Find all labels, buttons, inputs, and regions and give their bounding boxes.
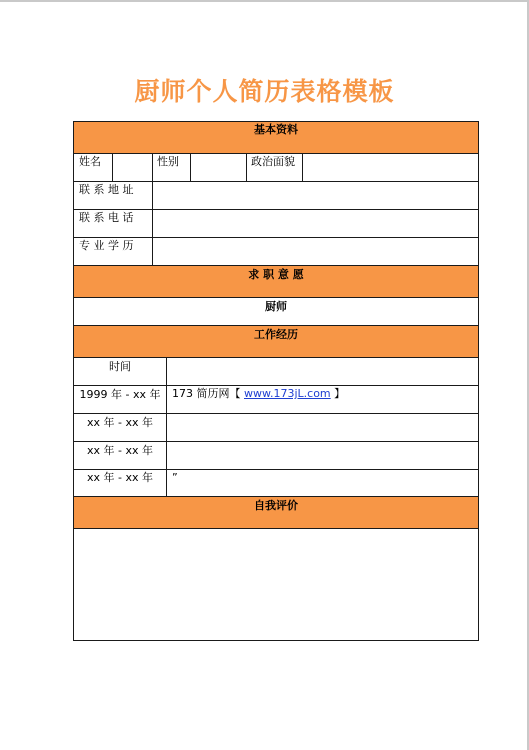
label-phone: 联 系 电 话 — [79, 211, 134, 224]
table-rule — [246, 153, 247, 181]
work-row-text: 173 简历网【 — [172, 387, 244, 400]
label-name: 姓名 — [79, 155, 101, 168]
work-row-time: xx 年 - xx 年 — [87, 444, 153, 457]
label-major: 专 业 学 历 — [79, 239, 134, 252]
table-rule — [73, 153, 479, 154]
table-rule — [73, 469, 479, 470]
table-rule — [73, 121, 479, 122]
table-rule — [73, 265, 479, 266]
table-rule — [302, 153, 303, 181]
label-gender: 性别 — [157, 155, 179, 168]
table-rule — [73, 181, 479, 182]
resume-table — [73, 121, 479, 641]
table-rule — [73, 413, 479, 414]
table-rule — [478, 121, 479, 641]
table-rule — [152, 153, 153, 181]
table-rule — [73, 357, 479, 358]
self-evaluation-area — [74, 529, 478, 640]
table-rule — [73, 496, 479, 497]
table-rule — [73, 385, 479, 386]
section-title-work: 工作经历 — [254, 328, 298, 341]
work-row-time: xx 年 - xx 年 — [87, 471, 153, 484]
work-time-header: 时间 — [109, 360, 131, 373]
work-row-content — [172, 387, 345, 401]
table-rule — [152, 181, 153, 265]
table-rule — [73, 297, 479, 298]
work-row-time: 1999 年 - xx 年 — [79, 388, 161, 401]
section-title-self: 自我评价 — [254, 499, 298, 512]
table-rule — [73, 209, 479, 210]
table-rule — [73, 325, 479, 326]
table-rule — [73, 640, 479, 641]
table-rule — [73, 441, 479, 442]
work-row-text: 】 — [330, 387, 346, 400]
site-link[interactable]: www.173jL.com — [244, 387, 331, 400]
section-title-basic: 基本资料 — [254, 123, 298, 136]
label-politics: 政治面貌 — [251, 155, 295, 168]
section-title-intention: 求 职 意 愿 — [248, 268, 304, 281]
work-row-time: xx 年 - xx 年 — [87, 416, 153, 429]
table-rule — [190, 153, 191, 181]
label-address: 联 系 地 址 — [79, 183, 134, 196]
table-rule — [166, 357, 167, 496]
page-title: 厨师个人简历表格模板 — [134, 77, 395, 106]
table-rule — [73, 237, 479, 238]
table-rule — [112, 153, 113, 181]
page-edge — [0, 0, 529, 2]
work-row-content: ” — [172, 471, 178, 484]
intention-position: 厨师 — [265, 300, 287, 313]
